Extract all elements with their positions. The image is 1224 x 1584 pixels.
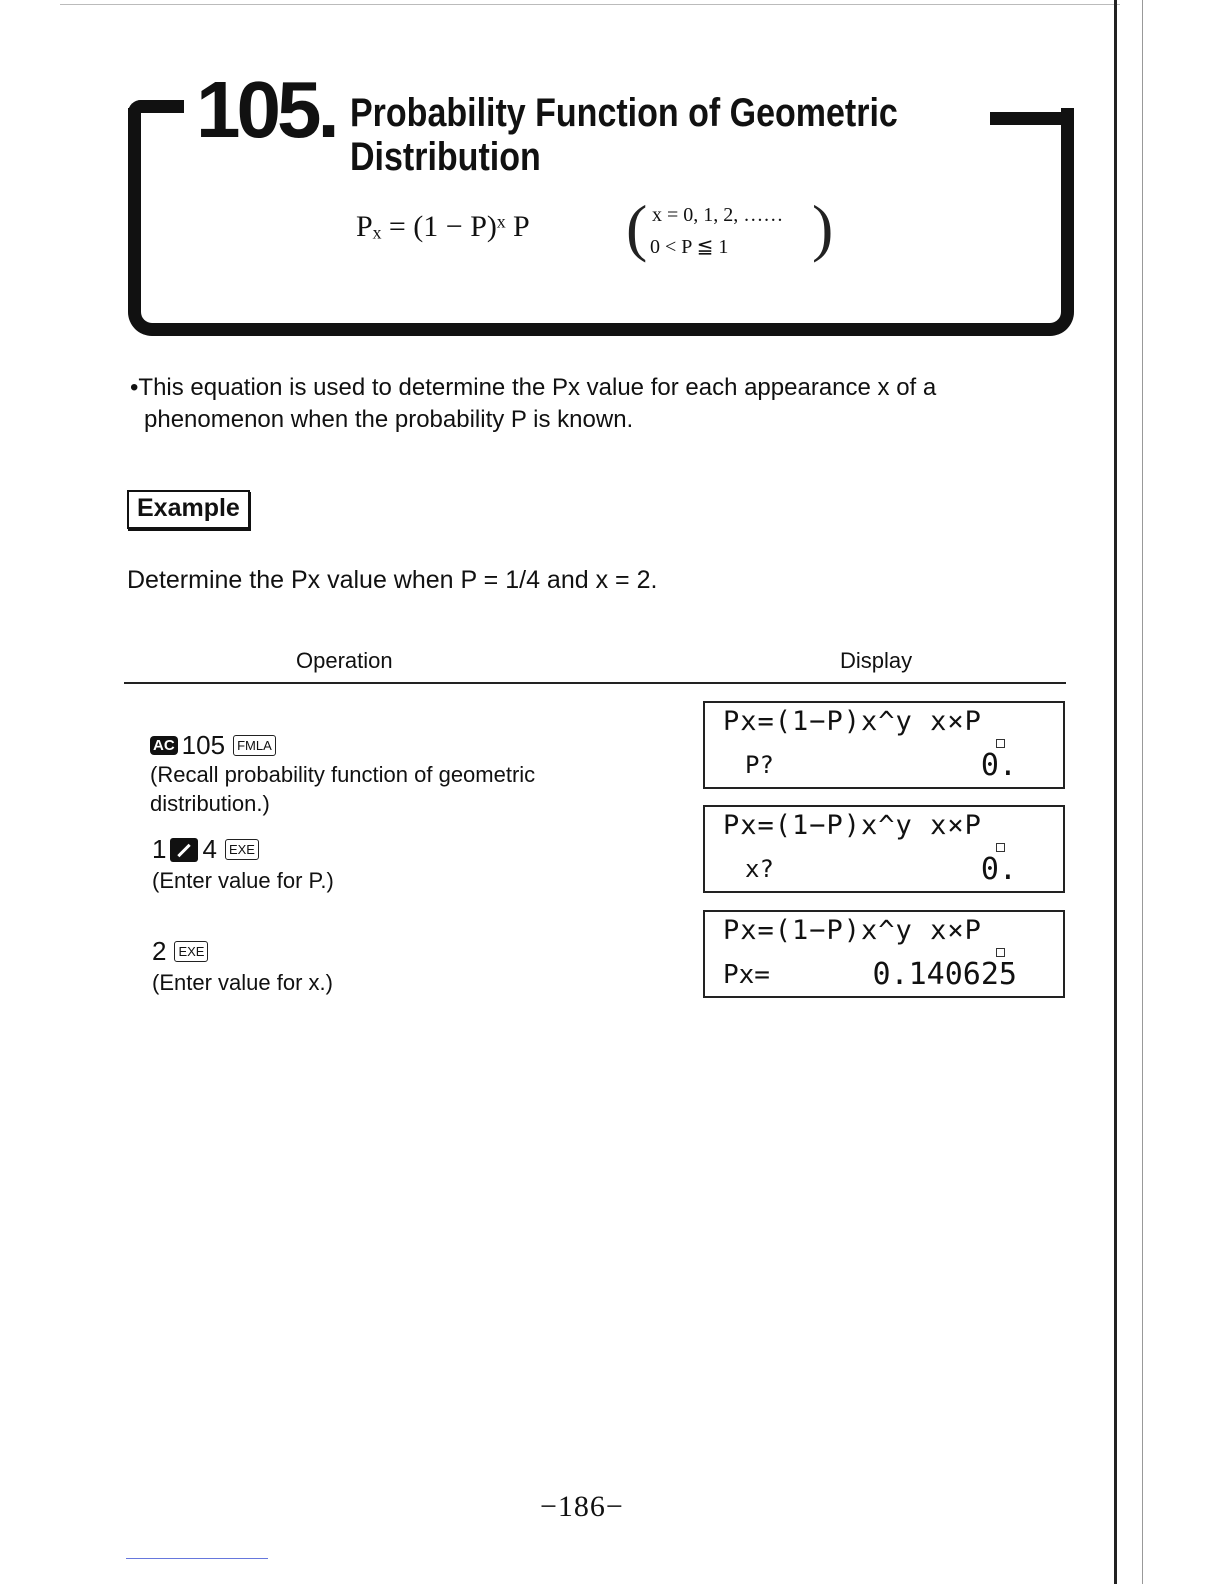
display2-formula: Px=(1−P)x^y x×P bbox=[723, 810, 982, 841]
display1-value: 0. bbox=[980, 748, 1017, 783]
step2-note: (Enter value for P.) bbox=[152, 868, 334, 893]
display3-formula: Px=(1−P)x^y x×P bbox=[723, 915, 982, 946]
step2-digit-post: 4 bbox=[202, 834, 217, 864]
example-problem: Determine the Px value when P = 1/4 and x = 2. bbox=[127, 566, 658, 594]
step2-digit-pre: 1 bbox=[152, 834, 167, 864]
step3-key-sequence bbox=[152, 936, 208, 967]
display2-value: 0. bbox=[980, 852, 1017, 887]
display3-value: 0.140625 bbox=[872, 957, 1017, 992]
title-frame-right-cap bbox=[1061, 112, 1074, 172]
display3-prompt: Px= bbox=[723, 960, 770, 990]
condition-left-paren: ( bbox=[626, 192, 648, 263]
example-label: Example bbox=[127, 490, 250, 529]
header-rule bbox=[124, 682, 1066, 684]
scan-top-edge bbox=[60, 4, 1120, 5]
description-line2: phenomenon when the probability P is known. bbox=[144, 406, 634, 433]
step3-digit: 2 bbox=[152, 936, 167, 966]
display1-formula: Px=(1−P)x^y x×P bbox=[723, 706, 982, 737]
fmla-key-icon: FMLA bbox=[233, 735, 276, 756]
operation-header: Operation bbox=[296, 648, 393, 673]
condition-right-paren: ) bbox=[812, 192, 834, 263]
condition-line2: 0 < P ≦ 1 bbox=[650, 236, 729, 258]
scan-bottom-mark bbox=[126, 1558, 268, 1559]
section-title-line1: Probability Function of Geometric bbox=[350, 91, 898, 135]
exe-key-icon: EXE bbox=[225, 839, 259, 860]
display-screen-1 bbox=[703, 701, 1065, 789]
display3-indicator-icon bbox=[996, 948, 1005, 957]
display-header: Display bbox=[840, 648, 913, 673]
display1-prompt: P? bbox=[745, 751, 774, 779]
page-number: −186− bbox=[540, 1490, 624, 1523]
step1-note: (Recall probability function of geometric distribution.) bbox=[150, 762, 536, 816]
section-number: 105. bbox=[190, 70, 342, 150]
description-line1: •This equation is used to determine the Px value for each appearance x of a bbox=[130, 374, 937, 401]
ac-key-icon: AC bbox=[150, 736, 178, 755]
display-screen-2 bbox=[703, 805, 1065, 893]
description bbox=[130, 372, 1080, 436]
page-binding-edge bbox=[1114, 0, 1117, 1584]
display-screen-3 bbox=[703, 910, 1065, 998]
display2-prompt: x? bbox=[745, 855, 774, 883]
title-frame-left-cap bbox=[128, 100, 141, 160]
step3-note: (Enter value for x.) bbox=[152, 970, 333, 995]
section-title-line2: Distribution bbox=[350, 135, 541, 179]
fraction-key-icon bbox=[170, 838, 198, 862]
step2-key-sequence bbox=[152, 834, 259, 865]
display2-indicator-icon bbox=[996, 843, 1005, 852]
condition-line1: x = 0, 1, 2, …… bbox=[652, 204, 784, 226]
exe-key-icon: EXE bbox=[174, 941, 208, 962]
step1-key-sequence bbox=[150, 730, 276, 761]
page-outer-edge bbox=[1142, 0, 1143, 1584]
formula: Pₓ = (1 − P)ˣ P bbox=[356, 210, 530, 243]
step1-digits: 105 bbox=[181, 730, 226, 760]
display1-indicator-icon bbox=[996, 739, 1005, 748]
